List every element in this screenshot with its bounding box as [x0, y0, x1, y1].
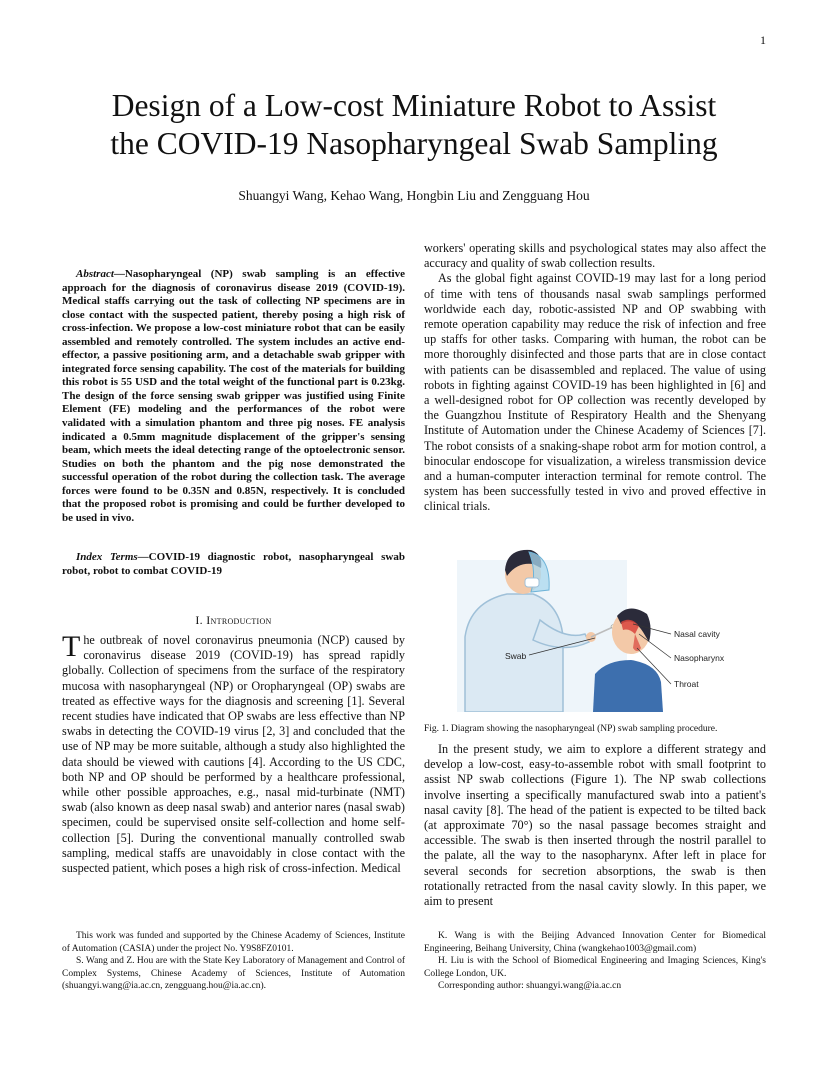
- paragraph-present-study: In the present study, we aim to explore a different strategy and develop a low-cost, easy-to-assemble robot with small footprint to assist NP swab collections (Figure 1). The NP swab collections involve inserting a specifically manufactured swab into a patient's nasal cavity [8]. The head of the patient is expected to be tilted back (at approximate 70°) so the nasal passage becomes straight and accessible. The swab is then inserted through the nostril parallel to the palate, all the way to the nasopharynx. After left in place for several seconds for secretion absorptions, the swab is then rotationally retracted from the nasal cavity slowly. In this paper, we aim to present: [424, 742, 766, 909]
- right-column-top: [424, 241, 766, 515]
- section-heading-introduction: I. Introduction: [195, 613, 272, 627]
- label-throat: Throat: [674, 679, 699, 689]
- introduction-paragraph: [62, 630, 405, 876]
- index-terms: [62, 551, 405, 578]
- label-nasopharynx: Nasopharynx: [674, 653, 725, 663]
- paper-title: [0, 87, 828, 163]
- index-terms-text: —COVID-19 diagnostic robot, nasopharyngeal swab robot, robot to combat COVID-19: [62, 551, 405, 577]
- patient-body: [593, 660, 663, 712]
- introduction-text: he outbreak of novel coronavirus pneumonia (NCP) caused by coronavirus disease 2019 (COVID-19) has spread rapidly globally. Collection of specimens from the surface of the respiratory mucosa with nasopharyngeal (NP) or Oropharyngeal (OP) swabs are treated as effective ways for the diagnosis and screening [1]. Several recent studies have indicated that OP swabs are less effective than NP swabs in detecting the COVID-19 virus [2, 3] and concluded that the use of NP may be more suitable, although a study also highlighted the data should be viewed with cautions [4]. According to the US CDC, both NP and OP should be performed by a healthcare professional, while other possible approaches, e.g., nasal mid-turbinate (NMT) swab (also known as deep nasal swab) and anterior nares (nasal swab) specimen, could be supervised onsite self-collection and home self-collection [5]. During the conventional manually controlled swab sampling, medical staffs are unavoidably in close contact with the suspected patient, which poses a high risk of cross-infection. Medical: [62, 633, 405, 876]
- footnote-affiliation-kwang: K. Wang is with the Beijing Advanced Innovation Center for Biomedical Engineering, Beihang University, China (wangkehao1003@gmail.com): [424, 931, 766, 954]
- abstract: [62, 268, 405, 525]
- paragraph-continuation: workers' operating skills and psychological states may also affect the accuracy and quality of swab collection results.: [424, 241, 766, 271]
- abstract-label: Abstract: [76, 268, 114, 280]
- footnote-funding: This work was funded and supported by the Chinese Academy of Sciences, Institute of Automation (CASIA) under the project No. Y9S8FZ0101.: [62, 931, 405, 954]
- footnote-affiliation-liu: H. Liu is with the School of Biomedical Engineering and Imaging Sciences, King's College London, UK.: [424, 956, 766, 979]
- title-line-2: the COVID-19 Nasopharyngeal Swab Sampling: [110, 126, 718, 161]
- drop-cap: T: [62, 630, 81, 663]
- page-number: 1: [760, 33, 766, 47]
- label-swab: Swab: [505, 651, 527, 661]
- figure-swab-diagram: [445, 542, 745, 712]
- face-mask: [525, 578, 539, 587]
- label-nasal-cavity: Nasal cavity: [674, 629, 720, 639]
- footnotes-right: [424, 930, 766, 993]
- footnote-affiliation-wang-hou: S. Wang and Z. Hou are with the State Key Laboratory of Management and Control of Complex Systems, Chinese Academy of Sciences, Institute of Automation (shuangyi.wang@ia.ac.cn, zengguang.hou@ia.ac.cn).: [62, 956, 405, 992]
- footnote-corresponding-author: Corresponding author: shuangyi.wang@ia.ac.cn: [438, 981, 622, 992]
- index-terms-label: Index Terms: [76, 551, 138, 563]
- author-list: Shuangyi Wang, Kehao Wang, Hongbin Liu and Zengguang Hou: [238, 188, 590, 203]
- footnotes-left: [62, 930, 405, 993]
- title-line-1: Design of a Low-cost Miniature Robot to Assist: [111, 88, 717, 123]
- paragraph-robotic-swabbing: As the global fight against COVID-19 may last for a long period of time with tens of thousands nasal swab samplings performed worldwide each day, robotic-assisted NP and OP swabbing with remote operation capability may reduce the risk of infection and free up staffs for other tasks. Comparing with human, the robot can be more thoroughly disinfected and those parts that are in close contact with patients can be disassembled and replaced. The value of using robots in fighting against COVID-19 has been highlighted in [6] and a well-designed robot for OP collection was recently developed by the Guangzhou Institute of Respiratory Health and the Shenyang Institute of Automation under the Chinese Academy of Sciences [7]. The robot consists of a snaking-shape robot arm for motion control, a binocular endoscope for visualization, a wireless transmission device and a human-computer interaction terminal for remote control. The system has been successfully tested in vivo and proved effective in clinical trials.: [424, 271, 766, 514]
- figure-caption: Fig. 1. Diagram showing the nasopharyngeal (NP) swab sampling procedure.: [424, 724, 718, 734]
- abstract-text: —Nasopharyngeal (NP) swab sampling is an effective approach for the diagnosis of coronavirus disease 2019 (COVID-19). Medical staffs carrying out the task of collecting NP specimens are in close contact with the suspected patient, thereby posing a high risk of cross-infection. We propose a low-cost miniature robot that can be easily assembled and remotely controlled. The system includes an active end-effector, a passive positioning arm, and a detachable swab gripper with integrated force sensing capability. The cost of the materials for building this robot is 55 USD and the total weight of the functional part is 0.23kg. The design of the force sensing swab gripper was justified using Finite Element (FE) modeling and the performances of the robot were validated with a simulation phantom and three pig noses. FE analysis indicated a 0.5mm magnitude displacement of the gripper's sensing beam, which meets the ideal detecting range of the optoelectronic sensor. Studies on both the phantom and the pig nose demonstrated the successful operation of the robot during the collection task. The average forces were found to be 0.35N and 0.85N, respectively. It is concluded that the proposed robot is promising and could be further developed to be used in vivo.: [62, 268, 405, 524]
